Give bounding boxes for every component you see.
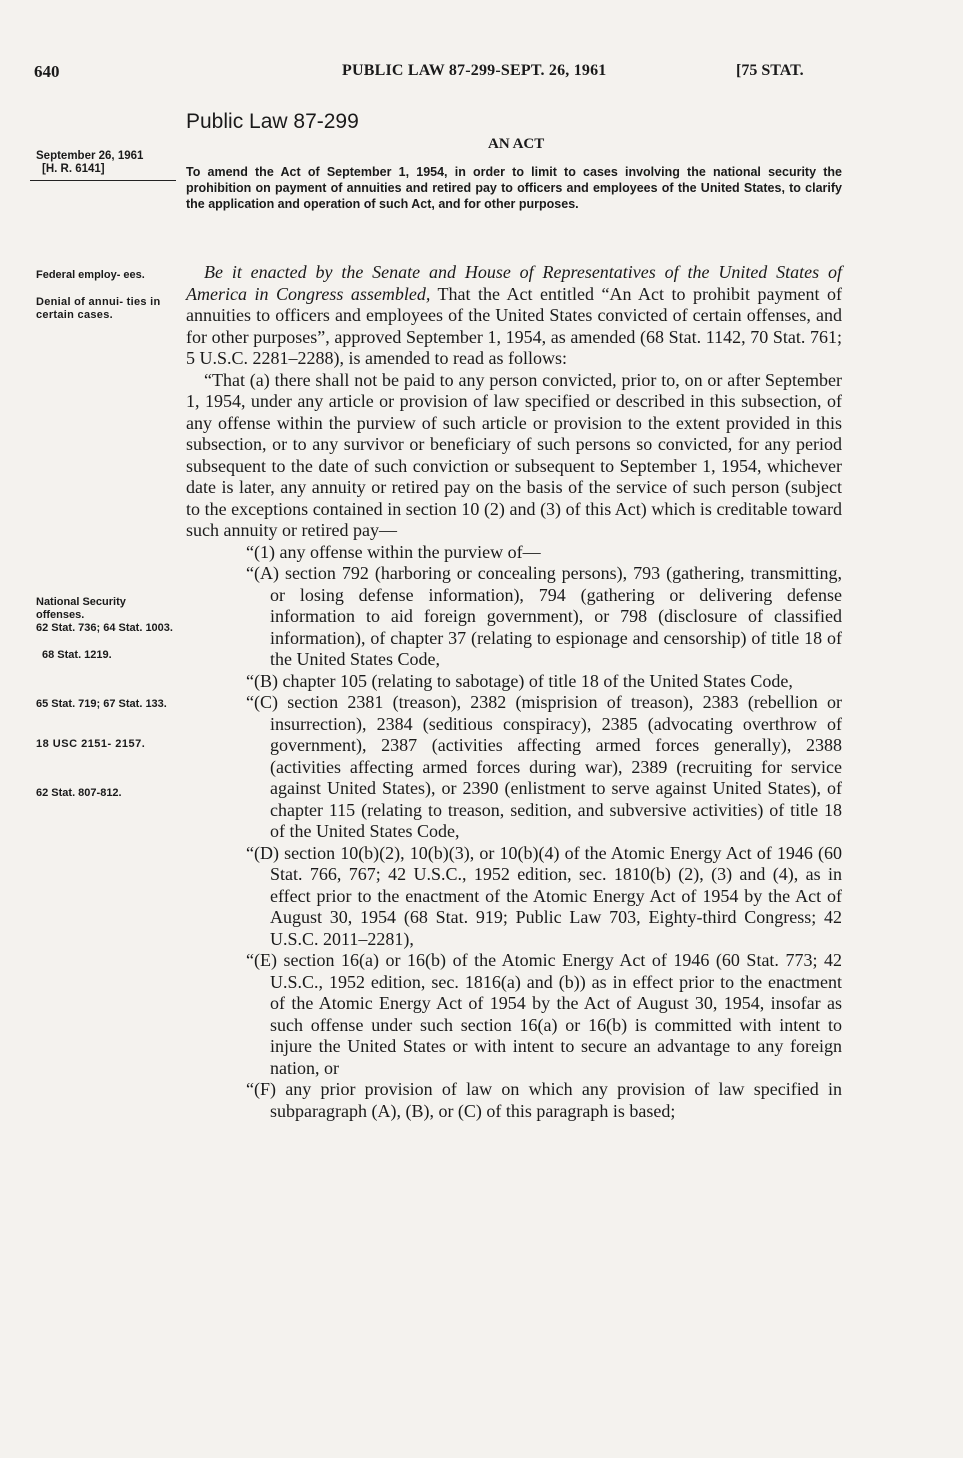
running-title: PUBLIC LAW 87-299-SEPT. 26, 1961 — [342, 62, 607, 79]
subparagraph-c: “(C) section 2381 (treason), 2382 (misprision of treason), 2383 (rebellion or insurrection), 2384 (seditious conspiracy), 2385 (advocating overthrow of government), 2387 (activities affecting armed forces generally), 2388 (activities affecting armed forces during war), 2389 (recruiting for service against United States), or 2390 (enlistment to serve against United States), of chapter 115 (relating to treason, sedition, and subversive activities) of title 18 of the United States Code, — [246, 692, 842, 841]
margin-divider — [30, 180, 176, 181]
margin-note-stat-736: 62 Stat. 736; 64 Stat. 1003. — [36, 622, 173, 634]
bill-number: [H. R. 6141] — [42, 163, 105, 175]
paragraph-1: “(1) any offense within the purview of— — [246, 541, 541, 562]
enacting-text: That the Act entitled “An Act to prohibit payment of annuities to officers and employees of the United States convicted of certain offenses, and for other purposes”, approved September 1, 1954, as amended (68 Stat. 1142, 70 Stat. 761; 5 U.S.C. 2281–2288), is amended to read as follows: — [186, 283, 843, 368]
margin-date-block — [36, 150, 143, 176]
margin-note-federal-employees: Federal employ- ees. — [36, 269, 145, 281]
act-heading: AN ACT — [488, 136, 545, 152]
page-number: 640 — [34, 62, 60, 81]
margin-note-stat-719: 65 Stat. 719; 67 Stat. 133. — [36, 698, 167, 710]
subparagraph-b: “(B) chapter 105 (relating to sabotage) of title 18 of the United States Code, — [246, 670, 793, 691]
act-purpose: To amend the Act of September 1, 1954, in order to limit to cases involving the national security the prohibition on payment of annuities and retired pay to officers and employees of the United States, to clarify the application and operation of such Act, and for other purposes. — [186, 165, 842, 211]
subsection-a: “That (a) there shall not be paid to any person convicted, prior to, on or after September 1, 1954, under any article or provision of law specified or described in this subsection, of any offense within the purview of such article or provision to the extent provided in this subsection, or to any survivor or beneficiary of such persons so convicted, for any period subsequent to the date of such conviction or subsequent to September 1, 1954, whichever date is later, any annuity or retired pay on the basis of the service of such person (subject to the exceptions contained in section 10 (2) and (3) of this Act) which is creditable toward such annuity or retired pay— — [186, 369, 842, 540]
subparagraph-a: “(A) section 792 (harboring or concealing persons), 793 (gathering, transmitting, or losing defense information), 794 (gathering or delivering defense information to aid foreign government), or 798 (disclosure of classified information), of chapter 37 (relating to espionage and censorship) of title 18 of the United States Code, — [246, 563, 842, 669]
margin-note-denial-of-annuities: Denial of annui- ties in certain cases. — [36, 296, 161, 321]
margin-note-stat-1219: 68 Stat. 1219. — [42, 649, 112, 661]
enacting-formula: Be it enacted by the Senate and House of Representatives of the United States of America in Congress assembled, — [186, 262, 842, 304]
subparagraph-d: “(D) section 10(b)(2), 10(b)(3), or 10(b)(4) of the Atomic Energy Act of 1946 (60 Stat. 766, 767; 42 U.S.C., 1952 edition, sec. 1810(b) (2), (3) and (4), as in effect prior to the enactment of the Atomic Energy Act of 1954 by the Act of August 30, 1954 (68 Stat. 919; Public Law 703, Eighty-third Congress; 42 U.S.C. 2011–2281), — [246, 842, 842, 949]
margin-note-stat-807: 62 Stat. 807-812. — [36, 787, 122, 799]
subparagraph-f: “(F) any prior provision of law on which any provision of law specified in subparagraph (A), (B), or (C) of this paragraph is based; — [246, 1079, 842, 1121]
margin-note-usc-2151: 18 USC 2151- 2157. — [36, 738, 146, 750]
margin-note-national-security: National Security offenses. — [36, 596, 126, 621]
enacting-clause — [186, 262, 842, 370]
page-header — [0, 62, 963, 84]
enactment-date: September 26, 1961 — [36, 150, 144, 162]
subparagraph-e: “(E) section 16(a) or 16(b) of the Atomic Energy Act of 1946 (60 Stat. 773; 42 U.S.C., 1952 edition, sec. 1816(a) and (b)) as in effect prior to the enactment of the Atomic Energy Act of 1954 by the Act of August 30, 1954, insofar as such offense under such section 16(a) or 16(b) is committed with intent to injure the United States or with intent to secure an advantage to any foreign nation, or — [246, 950, 842, 1078]
stat-reference: [75 STAT. — [736, 62, 804, 79]
act-body — [186, 262, 842, 1122]
law-title: Public Law 87-299 — [186, 110, 359, 133]
